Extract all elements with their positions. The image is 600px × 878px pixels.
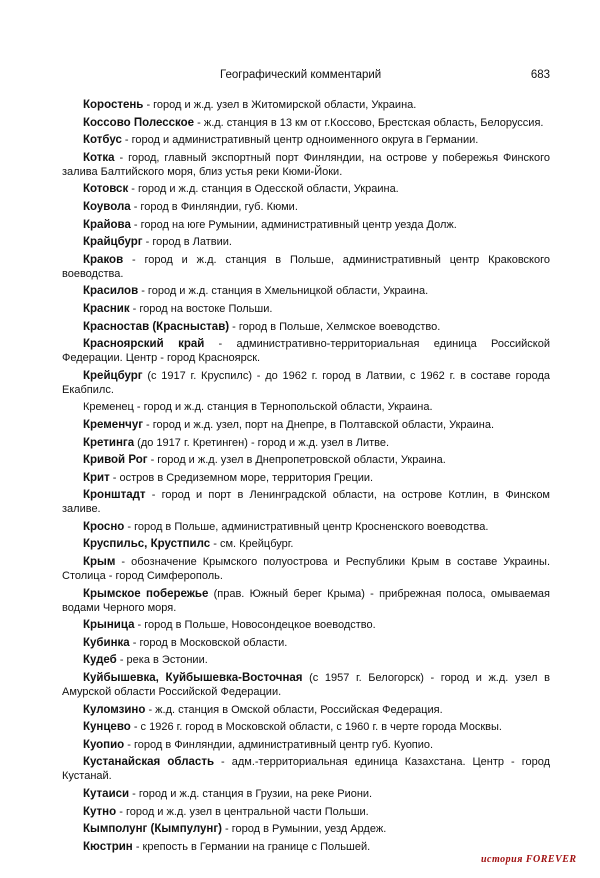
entry-definition: - город и административный центр одноименного округа в Германии. [121, 134, 479, 147]
gazetteer-entry [62, 822, 550, 836]
gazetteer-entry [62, 151, 550, 179]
gazetteer-entry [62, 805, 550, 819]
gazetteer-entry [62, 369, 550, 397]
gazetteer-entry [62, 116, 550, 130]
gazetteer-entry [62, 218, 550, 232]
entry-term: Красник [83, 302, 130, 315]
entry-term: Крит [83, 471, 110, 484]
entry-definition: - город и ж.д. станция в Хмельницкой области, Украина. [138, 285, 429, 298]
entry-definition: - город в Румынии, уезд Ардеж. [222, 823, 387, 836]
gazetteer-entry [62, 787, 550, 801]
gazetteer-entry [62, 840, 550, 854]
entry-definition: - город в Финляндии, губ. Кюми. [130, 200, 298, 213]
gazetteer-entry [62, 555, 550, 583]
entry-term: Куйбышевка, Куйбышевка-Восточная [83, 672, 303, 685]
entry-term: Куопио [83, 738, 125, 751]
publisher-watermark: история FOREVER [481, 854, 577, 865]
entry-term: Красностав (Красныстав) [83, 320, 230, 333]
gazetteer-entries [62, 98, 550, 857]
gazetteer-entry [62, 337, 550, 365]
entry-term: Котовск [83, 183, 129, 196]
entry-definition: - город в Польше, административный центр Кросненского воеводства. [124, 520, 489, 533]
gazetteer-entry [62, 200, 550, 214]
entry-term: Котбус [83, 134, 122, 147]
gazetteer-entry [62, 618, 550, 632]
gazetteer-entry [62, 182, 550, 196]
entry-term: Красноярский край [83, 338, 205, 351]
gazetteer-entry [62, 703, 550, 717]
entry-definition: - остров в Средиземном море, территория Греции. [109, 471, 374, 484]
entry-term: Котка [83, 151, 115, 164]
gazetteer-entry [62, 471, 550, 485]
gazetteer-entry [62, 636, 550, 650]
entry-term: Кросно [83, 520, 125, 533]
entry-term: Коссово Полесское [83, 116, 195, 129]
entry-term: Краков [83, 253, 124, 266]
entry-definition: - город в Латвии. [142, 236, 232, 249]
entry-term: Кутаиси [83, 788, 130, 800]
gazetteer-entry [62, 253, 550, 281]
gazetteer-entry [62, 436, 550, 450]
entry-definition: - с 1926 г. город в Московской области, с 1960 г. в черте города Москвы. [130, 721, 502, 734]
entry-term: Кронштадт [83, 489, 146, 502]
gazetteer-entry [62, 653, 550, 667]
running-title: Географический комментарий [220, 69, 382, 81]
entry-definition: - ж.д. станция в 13 км от г.Коссово, Брестская область, Белоруссия. [194, 116, 544, 129]
entry-term: Коувола [83, 200, 131, 213]
entry-definition: - ж.д. станция в Омской области, Российская Федерация. [145, 703, 443, 716]
entry-definition: - административно-территориальная единица Российской Федерации. Центр - город Красноярск. [62, 338, 550, 365]
gazetteer-entry [62, 418, 550, 432]
entry-term: Крайцбург [83, 236, 143, 249]
entry-definition: - город и ж.д. станция в Польше, административный центр Краковского воеводства. [62, 253, 550, 280]
entry-definition: Кременец - город и ж.д. станция в Тернопольской области, Украина. [83, 401, 433, 414]
gazetteer-entry [62, 235, 550, 249]
entry-term: Кустанайская область [83, 756, 215, 769]
gazetteer-entry [62, 671, 550, 699]
gazetteer-entry [62, 284, 550, 298]
gazetteer-entry [62, 755, 550, 783]
entry-term: Крайова [83, 218, 131, 231]
entry-term: Кривой Рог [83, 454, 148, 467]
entry-term: Крыница [83, 619, 135, 632]
entry-definition: - город, главный экспортный порт Финляндии, на острове у побережья Финского залива Балтийского моря, близ устья реки Кюми-Йоки. [62, 151, 550, 178]
entry-term: Кубинка [83, 636, 130, 649]
entry-definition: - адм.-территориальная единица Казахстана. Центр - город Кустанай. [62, 756, 550, 783]
gazetteer-entry [62, 537, 550, 551]
entry-term: Кременчуг [83, 418, 143, 431]
entry-definition: - город и ж.д. узел в центральной части Польши. [116, 805, 369, 818]
entry-definition: - город на востоке Польши. [129, 302, 273, 315]
entry-definition: (до 1917 г. Кретинген) - город и ж.д. узел в Литве. [134, 436, 390, 449]
page-number: 683 [530, 69, 550, 81]
gazetteer-entry [62, 302, 550, 316]
entry-definition: - город и ж.д. узел в Днепропетровской области, Украина. [147, 454, 446, 467]
entry-definition: - крепость в Германии на границе с Польшей. [132, 840, 371, 853]
gazetteer-entry [62, 720, 550, 734]
gazetteer-entry [62, 400, 550, 414]
gazetteer-entry [62, 98, 550, 112]
entry-term: Кудеб [83, 654, 117, 667]
entry-term: Кутно [83, 805, 117, 818]
gazetteer-entry [62, 453, 550, 467]
entry-term: Кымполунг (Кымпулунг) [83, 823, 222, 836]
entry-term: Круспильс, Крустпилс [83, 538, 211, 551]
entry-term: Коростень [83, 99, 144, 111]
entry-definition: - город в Польше, Новосондецкое воеводство. [134, 619, 376, 632]
entry-term: Красилов [83, 285, 139, 298]
entry-definition: - обозначение Крымского полуострова и Республики Крым в составе Украины. Столица - город Симферополь. [62, 556, 550, 583]
entry-definition: - город и ж.д. станция в Одесской области, Украина. [128, 183, 399, 196]
entry-definition: - город в Польше, Хелмское воеводство. [229, 320, 441, 333]
entry-definition: - город и порт в Ленинградской области, на острове Котлин, в Финском заливе. [62, 489, 550, 516]
entry-term: Крым [83, 556, 116, 569]
gazetteer-entry [62, 587, 550, 615]
entry-definition: - город в Московской области. [129, 636, 288, 649]
entry-term: Кунцево [83, 721, 131, 734]
entry-definition: - см. Крейцбург. [210, 538, 294, 551]
gazetteer-entry [62, 520, 550, 534]
entry-definition: - город на юге Румынии, административный центр уезда Долж. [130, 218, 457, 231]
gazetteer-entry [62, 488, 550, 516]
entry-definition: - город и ж.д. станция в Грузии, на реке Риони. [129, 788, 373, 800]
entry-definition: (прав. Южный берег Крыма) - прибрежная полоса, омываемая водами Черного моря. [62, 587, 550, 614]
gazetteer-entry [62, 320, 550, 334]
entry-definition: - река в Эстонии. [116, 654, 208, 667]
entry-definition: (с 1917 г. Круспилс) - до 1962 г. город в Латвии, с 1962 г. в составе города Екабпилс. [62, 369, 550, 396]
entry-definition: - город в Финляндии, административный центр губ. Куопио. [124, 738, 434, 751]
entry-term: Куломзино [83, 703, 146, 716]
entry-definition: (с 1957 г. Белогорск) - город и ж.д. узел в Амурской области Российской Федерации. [62, 672, 550, 699]
entry-term: Кретинга [83, 436, 135, 449]
gazetteer-entry [62, 133, 550, 147]
entry-term: Кюстрин [83, 840, 133, 853]
entry-definition: - город и ж.д. узел, порт на Днепре, в Полтавской области, Украина. [143, 418, 495, 431]
gazetteer-entry [62, 738, 550, 752]
entry-term: Крейцбург [83, 369, 143, 382]
entry-definition: - город и ж.д. узел в Житомирской области, Украина. [143, 99, 417, 111]
entry-term: Крымское побережье [83, 587, 209, 600]
